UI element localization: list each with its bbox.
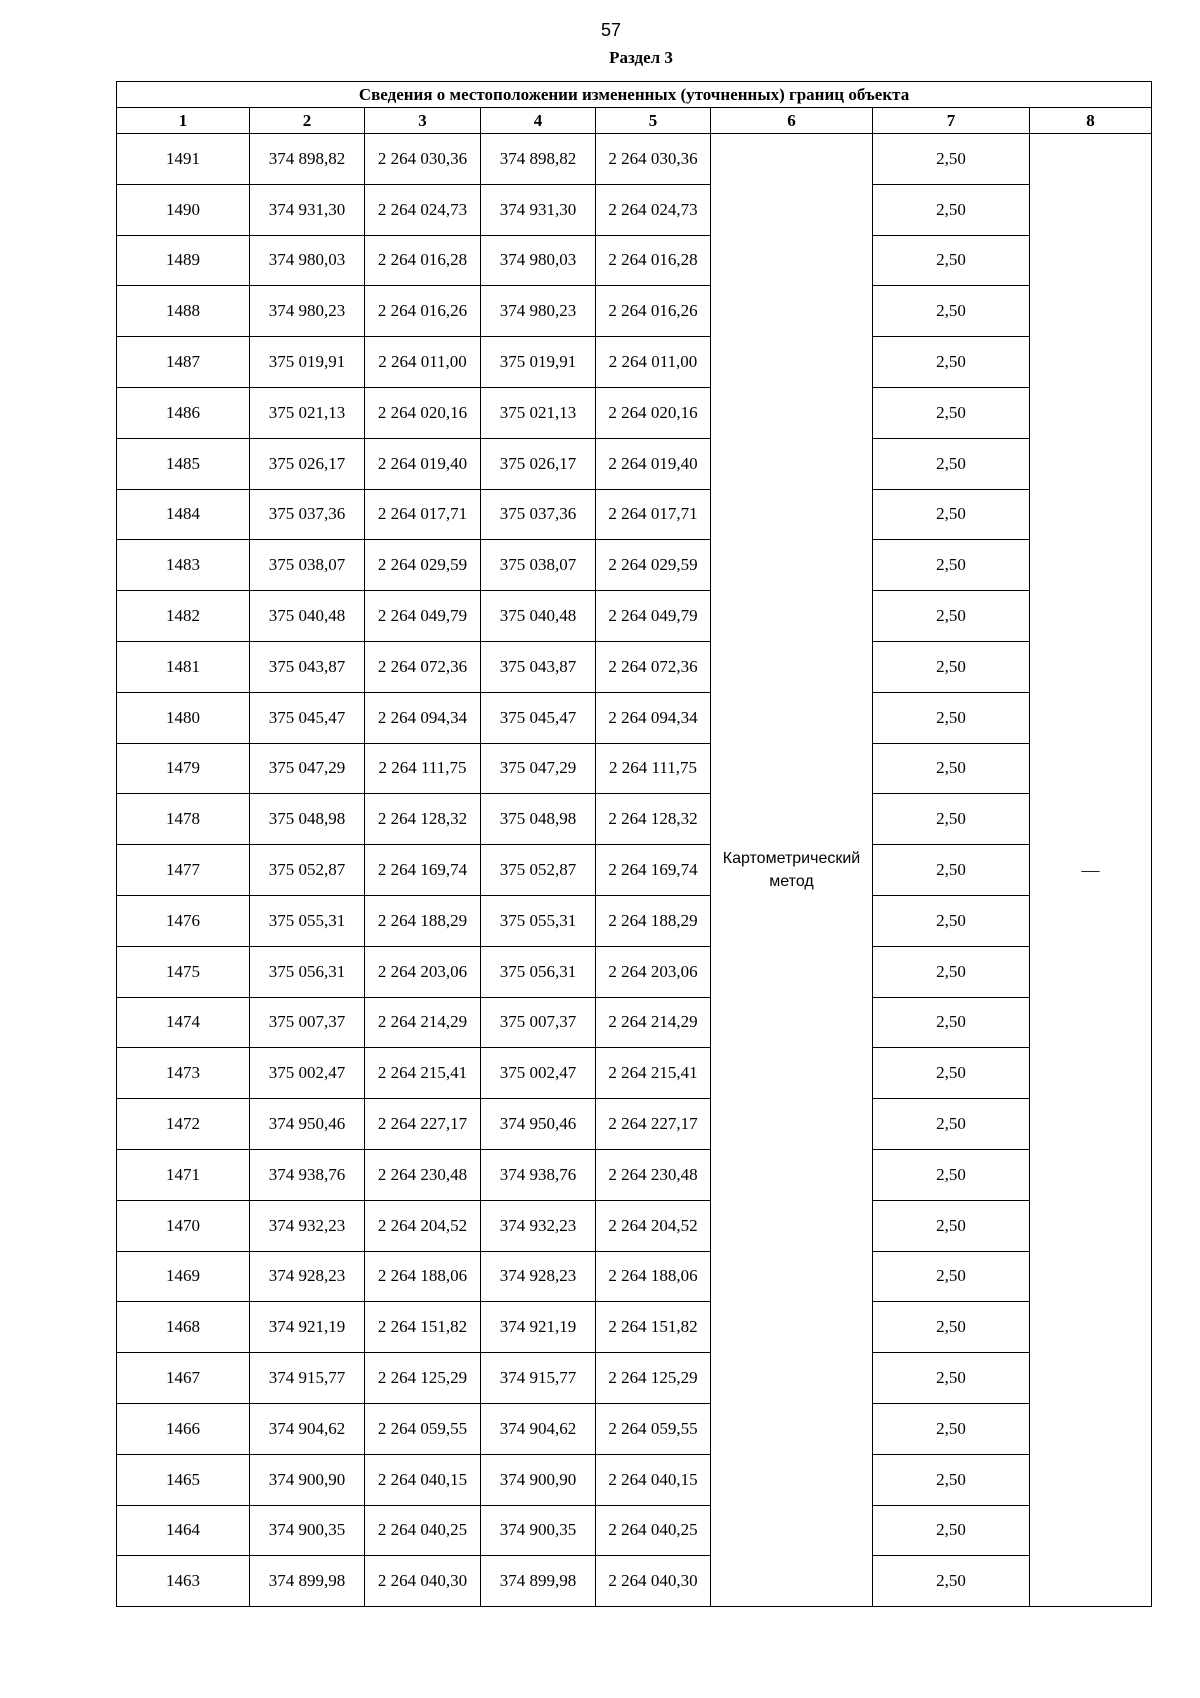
column-header: 2	[250, 108, 365, 134]
cell-y1: 2 264 230,48	[365, 1149, 481, 1200]
cell-y2: 2 264 215,41	[596, 1048, 711, 1099]
cell-y1: 2 264 040,15	[365, 1454, 481, 1505]
table-body	[117, 134, 1152, 1607]
table-row	[117, 1403, 1152, 1454]
cell-y2: 2 264 214,29	[596, 997, 711, 1048]
cell-y2: 2 264 072,36	[596, 641, 711, 692]
column-header: 7	[873, 108, 1030, 134]
column-header: 5	[596, 108, 711, 134]
table-row	[117, 692, 1152, 743]
cell-x2: 375 021,13	[481, 387, 596, 438]
table-row	[117, 641, 1152, 692]
table-row	[117, 895, 1152, 946]
cell-accuracy: 2,50	[873, 184, 1030, 235]
cell-accuracy: 2,50	[873, 489, 1030, 540]
cell-point: 1483	[117, 540, 250, 591]
cell-x2: 374 900,35	[481, 1505, 596, 1556]
cell-point: 1470	[117, 1200, 250, 1251]
cell-accuracy: 2,50	[873, 1149, 1030, 1200]
cell-y2: 2 264 169,74	[596, 845, 711, 896]
table-row	[117, 1454, 1152, 1505]
cell-x2: 374 980,03	[481, 235, 596, 286]
column-header: 1	[117, 108, 250, 134]
cell-x1: 374 900,35	[250, 1505, 365, 1556]
cell-y1: 2 264 024,73	[365, 184, 481, 235]
cell-y1: 2 264 125,29	[365, 1353, 481, 1404]
cell-x1: 374 931,30	[250, 184, 365, 235]
cell-point: 1478	[117, 794, 250, 845]
cell-x2: 374 931,30	[481, 184, 596, 235]
cell-accuracy: 2,50	[873, 845, 1030, 896]
cell-accuracy: 2,50	[873, 1505, 1030, 1556]
cell-x1: 375 055,31	[250, 895, 365, 946]
column-header: 6	[711, 108, 873, 134]
cell-x2: 375 048,98	[481, 794, 596, 845]
cell-accuracy: 2,50	[873, 591, 1030, 642]
cell-point: 1479	[117, 743, 250, 794]
cell-point: 1487	[117, 337, 250, 388]
cell-y1: 2 264 030,36	[365, 134, 481, 185]
cell-y1: 2 264 029,59	[365, 540, 481, 591]
cell-x2: 375 026,17	[481, 438, 596, 489]
cell-point: 1469	[117, 1251, 250, 1302]
cell-x1: 375 056,31	[250, 946, 365, 997]
cell-x1: 375 052,87	[250, 845, 365, 896]
cell-accuracy: 2,50	[873, 743, 1030, 794]
cell-x1: 374 921,19	[250, 1302, 365, 1353]
cell-point: 1486	[117, 387, 250, 438]
cell-y1: 2 264 016,26	[365, 286, 481, 337]
cell-y1: 2 264 188,29	[365, 895, 481, 946]
table-row	[117, 946, 1152, 997]
cell-point: 1468	[117, 1302, 250, 1353]
cell-point: 1477	[117, 845, 250, 896]
cell-point: 1474	[117, 997, 250, 1048]
cell-y2: 2 264 111,75	[596, 743, 711, 794]
cell-point: 1472	[117, 1099, 250, 1150]
cell-x1: 374 899,98	[250, 1556, 365, 1607]
cell-y1: 2 264 049,79	[365, 591, 481, 642]
cell-y2: 2 264 203,06	[596, 946, 711, 997]
cell-x1: 375 038,07	[250, 540, 365, 591]
cell-y2: 2 264 049,79	[596, 591, 711, 642]
cell-x2: 374 932,23	[481, 1200, 596, 1251]
table-caption: Сведения о местоположении измененных (уточненных) границ объекта	[117, 82, 1152, 108]
cell-accuracy: 2,50	[873, 387, 1030, 438]
cell-y2: 2 264 040,25	[596, 1505, 711, 1556]
cell-y2: 2 264 204,52	[596, 1200, 711, 1251]
cell-y1: 2 264 059,55	[365, 1403, 481, 1454]
cell-x2: 375 055,31	[481, 895, 596, 946]
cell-x2: 374 898,82	[481, 134, 596, 185]
cell-accuracy: 2,50	[873, 794, 1030, 845]
table-row	[117, 134, 1152, 185]
cell-y2: 2 264 188,29	[596, 895, 711, 946]
table-row	[117, 1505, 1152, 1556]
cell-y2: 2 264 016,26	[596, 286, 711, 337]
cell-point: 1480	[117, 692, 250, 743]
cell-x2: 375 040,48	[481, 591, 596, 642]
cell-accuracy: 2,50	[873, 286, 1030, 337]
cell-point: 1475	[117, 946, 250, 997]
cell-y1: 2 264 040,25	[365, 1505, 481, 1556]
column-header: 8	[1030, 108, 1152, 134]
cell-accuracy: 2,50	[873, 1099, 1030, 1150]
cell-y2: 2 264 040,15	[596, 1454, 711, 1505]
cell-x1: 374 950,46	[250, 1099, 365, 1150]
table-row	[117, 997, 1152, 1048]
cell-accuracy: 2,50	[873, 641, 1030, 692]
cell-x1: 375 026,17	[250, 438, 365, 489]
table-row	[117, 1048, 1152, 1099]
cell-x2: 375 019,91	[481, 337, 596, 388]
table-row	[117, 286, 1152, 337]
cell-point: 1473	[117, 1048, 250, 1099]
cell-y1: 2 264 204,52	[365, 1200, 481, 1251]
cell-x2: 374 899,98	[481, 1556, 596, 1607]
cell-x1: 375 040,48	[250, 591, 365, 642]
cell-x1: 375 021,13	[250, 387, 365, 438]
cell-y2: 2 264 125,29	[596, 1353, 711, 1404]
cell-x2: 374 921,19	[481, 1302, 596, 1353]
cell-accuracy: 2,50	[873, 1353, 1030, 1404]
cell-accuracy: 2,50	[873, 946, 1030, 997]
cell-accuracy: 2,50	[873, 1251, 1030, 1302]
table-row	[117, 743, 1152, 794]
cell-y2: 2 264 019,40	[596, 438, 711, 489]
cell-y1: 2 264 020,16	[365, 387, 481, 438]
cell-y2: 2 264 011,00	[596, 337, 711, 388]
table-row	[117, 1251, 1152, 1302]
table-row	[117, 184, 1152, 235]
cell-accuracy: 2,50	[873, 134, 1030, 185]
cell-x2: 375 037,36	[481, 489, 596, 540]
cell-point: 1467	[117, 1353, 250, 1404]
cell-point: 1465	[117, 1454, 250, 1505]
cell-point: 1491	[117, 134, 250, 185]
cell-x2: 374 904,62	[481, 1403, 596, 1454]
table-row	[117, 794, 1152, 845]
cell-x2: 375 052,87	[481, 845, 596, 896]
cell-x1: 374 980,23	[250, 286, 365, 337]
cell-y1: 2 264 111,75	[365, 743, 481, 794]
section-title: Раздел 3	[609, 48, 673, 67]
cell-x2: 374 928,23	[481, 1251, 596, 1302]
cell-y2: 2 264 059,55	[596, 1403, 711, 1454]
column8-cell: —	[1030, 134, 1152, 1607]
cell-x2: 375 047,29	[481, 743, 596, 794]
cell-point: 1490	[117, 184, 250, 235]
table-row	[117, 540, 1152, 591]
page-number: 57	[600, 20, 622, 40]
cell-y1: 2 264 214,29	[365, 997, 481, 1048]
cell-y1: 2 264 215,41	[365, 1048, 481, 1099]
cell-point: 1466	[117, 1403, 250, 1454]
table-row	[117, 438, 1152, 489]
table-caption-row	[117, 82, 1152, 108]
table-row	[117, 1099, 1152, 1150]
cell-accuracy: 2,50	[873, 540, 1030, 591]
cell-y1: 2 264 040,30	[365, 1556, 481, 1607]
cell-point: 1464	[117, 1505, 250, 1556]
table-row	[117, 1149, 1152, 1200]
cell-accuracy: 2,50	[873, 895, 1030, 946]
cell-y2: 2 264 227,17	[596, 1099, 711, 1150]
cell-y2: 2 264 016,28	[596, 235, 711, 286]
cell-x1: 374 904,62	[250, 1403, 365, 1454]
cell-x2: 375 045,47	[481, 692, 596, 743]
cell-point: 1481	[117, 641, 250, 692]
cell-x1: 375 045,47	[250, 692, 365, 743]
cell-x2: 374 900,90	[481, 1454, 596, 1505]
table-row	[117, 1556, 1152, 1607]
cell-y1: 2 264 019,40	[365, 438, 481, 489]
cell-y1: 2 264 203,06	[365, 946, 481, 997]
method-cell: Картометрический метод	[711, 134, 873, 1607]
column-header: 3	[365, 108, 481, 134]
cell-point: 1463	[117, 1556, 250, 1607]
cell-accuracy: 2,50	[873, 1403, 1030, 1454]
cell-x2: 374 938,76	[481, 1149, 596, 1200]
table-row	[117, 489, 1152, 540]
cell-y1: 2 264 128,32	[365, 794, 481, 845]
cell-y2: 2 264 024,73	[596, 184, 711, 235]
cell-y2: 2 264 030,36	[596, 134, 711, 185]
cell-x2: 375 038,07	[481, 540, 596, 591]
cell-y1: 2 264 169,74	[365, 845, 481, 896]
cell-y1: 2 264 151,82	[365, 1302, 481, 1353]
cell-accuracy: 2,50	[873, 235, 1030, 286]
cell-accuracy: 2,50	[873, 1302, 1030, 1353]
cell-y1: 2 264 016,28	[365, 235, 481, 286]
cell-y2: 2 264 040,30	[596, 1556, 711, 1607]
cell-accuracy: 2,50	[873, 438, 1030, 489]
table-row	[117, 337, 1152, 388]
cell-x1: 374 980,03	[250, 235, 365, 286]
cell-x2: 375 043,87	[481, 641, 596, 692]
cell-x1: 375 019,91	[250, 337, 365, 388]
cell-x2: 374 980,23	[481, 286, 596, 337]
table-row	[117, 845, 1152, 896]
table-row	[117, 1302, 1152, 1353]
cell-x1: 375 007,37	[250, 997, 365, 1048]
cell-x1: 374 938,76	[250, 1149, 365, 1200]
column-header: 4	[481, 108, 596, 134]
cell-x1: 375 043,87	[250, 641, 365, 692]
cell-x1: 374 900,90	[250, 1454, 365, 1505]
cell-y1: 2 264 017,71	[365, 489, 481, 540]
cell-accuracy: 2,50	[873, 1200, 1030, 1251]
table-row	[117, 387, 1152, 438]
cell-point: 1488	[117, 286, 250, 337]
cell-x2: 375 007,37	[481, 997, 596, 1048]
cell-y2: 2 264 188,06	[596, 1251, 711, 1302]
cell-x1: 375 002,47	[250, 1048, 365, 1099]
cell-x2: 374 950,46	[481, 1099, 596, 1150]
cell-y2: 2 264 151,82	[596, 1302, 711, 1353]
cell-x1: 374 898,82	[250, 134, 365, 185]
cell-x1: 374 915,77	[250, 1353, 365, 1404]
cell-x1: 374 932,23	[250, 1200, 365, 1251]
cell-y1: 2 264 094,34	[365, 692, 481, 743]
cell-x2: 375 002,47	[481, 1048, 596, 1099]
cell-x1: 375 047,29	[250, 743, 365, 794]
cell-y2: 2 264 029,59	[596, 540, 711, 591]
cell-accuracy: 2,50	[873, 1454, 1030, 1505]
table-row	[117, 1353, 1152, 1404]
cell-accuracy: 2,50	[873, 1048, 1030, 1099]
cell-y1: 2 264 072,36	[365, 641, 481, 692]
cell-y1: 2 264 188,06	[365, 1251, 481, 1302]
cell-y2: 2 264 128,32	[596, 794, 711, 845]
cell-point: 1482	[117, 591, 250, 642]
cell-accuracy: 2,50	[873, 997, 1030, 1048]
cell-x1: 375 037,36	[250, 489, 365, 540]
cell-x1: 375 048,98	[250, 794, 365, 845]
cell-accuracy: 2,50	[873, 1556, 1030, 1607]
cell-x2: 375 056,31	[481, 946, 596, 997]
cell-x1: 374 928,23	[250, 1251, 365, 1302]
table-row	[117, 235, 1152, 286]
cell-point: 1484	[117, 489, 250, 540]
cell-point: 1489	[117, 235, 250, 286]
cell-point: 1476	[117, 895, 250, 946]
column-header-row	[117, 108, 1152, 134]
table-row	[117, 591, 1152, 642]
cell-y2: 2 264 017,71	[596, 489, 711, 540]
cell-y2: 2 264 230,48	[596, 1149, 711, 1200]
cell-y1: 2 264 227,17	[365, 1099, 481, 1150]
table-row	[117, 1200, 1152, 1251]
cell-y1: 2 264 011,00	[365, 337, 481, 388]
cell-y2: 2 264 094,34	[596, 692, 711, 743]
cell-x2: 374 915,77	[481, 1353, 596, 1404]
cell-y2: 2 264 020,16	[596, 387, 711, 438]
cell-point: 1485	[117, 438, 250, 489]
cell-point: 1471	[117, 1149, 250, 1200]
cell-accuracy: 2,50	[873, 692, 1030, 743]
boundary-coordinates-table	[116, 81, 1152, 1607]
cell-accuracy: 2,50	[873, 337, 1030, 388]
